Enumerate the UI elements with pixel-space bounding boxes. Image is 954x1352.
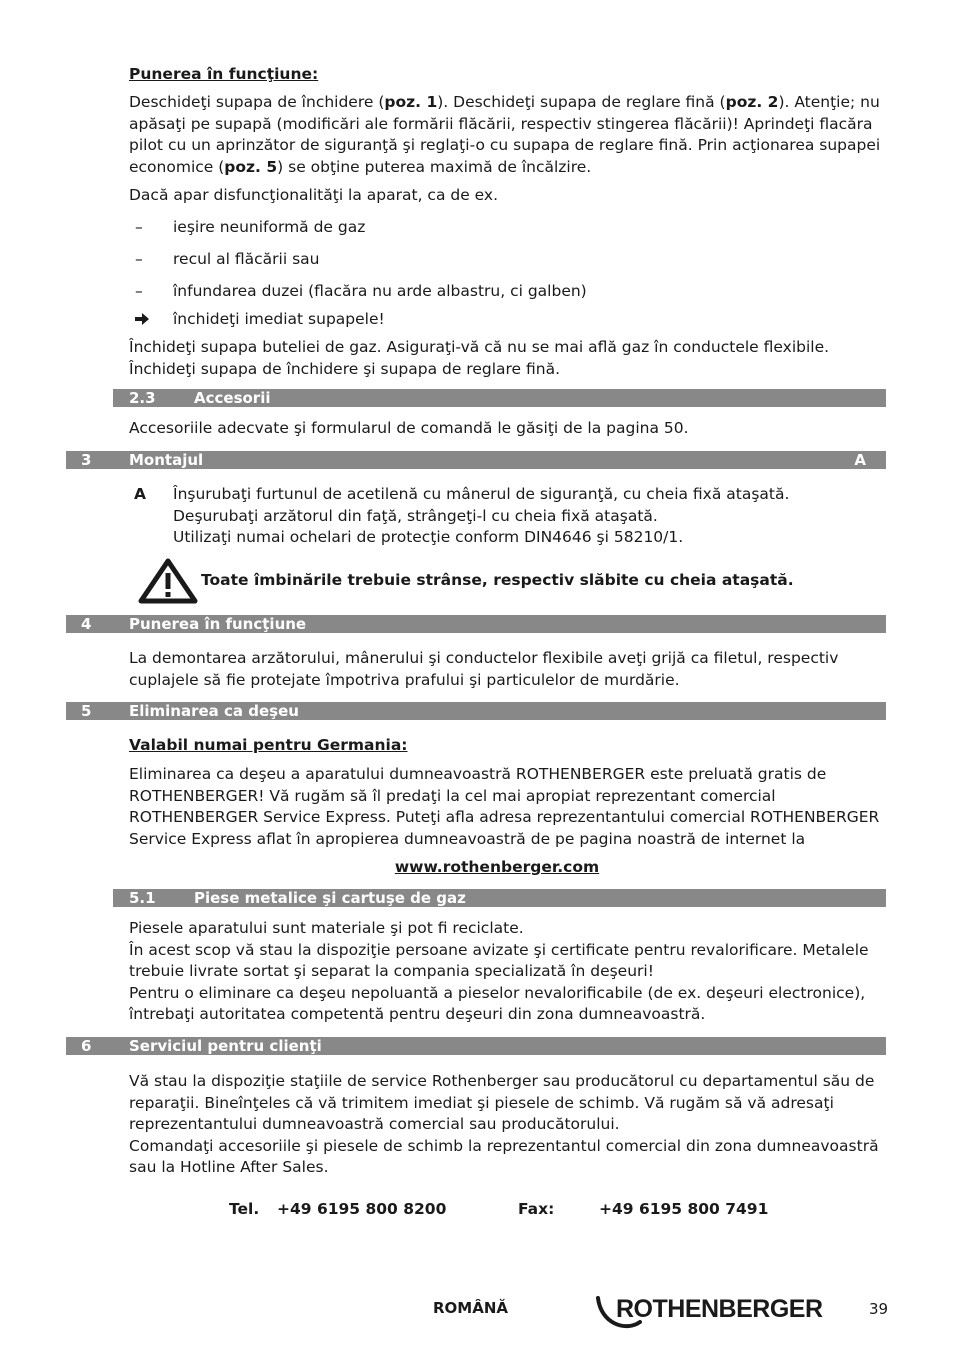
text-run: Deschideţi supapa de închidere (: [129, 93, 385, 111]
section-bar-2-3: [113, 389, 886, 407]
position-ref: poz. 2: [725, 93, 779, 111]
website-link-row: [129, 857, 865, 879]
assembly-line: Înşurubaţi furtunul de acetilenă cu mânerul de siguranţă, cu cheia fixă ataşată.: [173, 485, 790, 503]
list-item: înfundarea duzei (flacăra nu arde albastru, ci galben): [173, 282, 587, 300]
position-ref: poz. 5: [224, 157, 278, 176]
dash-bullet: –: [135, 250, 143, 268]
recycling-line: În acest scop vă stau la dispoziţie persoane avizate şi certificate pentru revalorificare. Metalele trebuie livrate sortat şi separat la compania specializată în deşeuri!: [129, 940, 869, 980]
arrow-instruction: închideţi imediat supapele!: [173, 310, 385, 328]
paragraph-close-valves: Închideţi supapa buteliei de gaz. Asiguraţi-vă că nu se mai află gaz în conductele flexibile. Închideţi supapa de închidere şi supapa de reglare fină.: [129, 338, 830, 378]
section-title: Montajul: [129, 451, 204, 469]
brand-logo: [596, 1294, 844, 1332]
section-title: Serviciul pentru clienţi: [129, 1037, 322, 1055]
section-bar-5-1: [113, 889, 886, 907]
text-run: ). Atenţie; nu apăsaţi pe supapă (modificări ale formării flăcării, respectiv stingerea flăcării)! Aprindeţi flacăra pilot cu un aprinzător de siguranţă şi reglaţi-o cu supapa de reglare fină. Prin acţionarea supapei economice (: [129, 93, 881, 176]
section-bar-6: [66, 1037, 886, 1055]
recycling-line: Piesele aparatului sunt materiale şi pot fi reciclate.: [129, 919, 524, 937]
fax-number: +49 6195 800 7491: [599, 1200, 769, 1218]
arrow-right-icon: [134, 311, 150, 327]
website-link[interactable]: www.rothenberger.com: [394, 858, 600, 876]
fax-label: Fax:: [518, 1200, 555, 1218]
section-bar-3: [66, 451, 886, 469]
paragraph-accessories: Accesoriile adecvate şi formularul de comandă le găsiţi de la pagina 50.: [129, 419, 689, 437]
footer-language: ROMÂNĂ: [433, 1299, 508, 1317]
section-number: 4: [81, 615, 92, 633]
dash-bullet: –: [135, 218, 143, 236]
position-ref: poz. 1: [384, 93, 438, 111]
assembly-line: Deşurubaţi arzătorul din faţă, strângeţi-l cu cheia fixă ataşată.: [173, 506, 658, 525]
section-figure-ref: A: [854, 451, 866, 469]
step-label: A: [134, 485, 146, 503]
section-number: 3: [81, 451, 92, 469]
section-bar-5: [66, 702, 886, 720]
section-number: 5: [81, 702, 92, 720]
page-number: 39: [869, 1300, 889, 1318]
paragraph-recycling: [129, 918, 889, 1026]
section-title: Punerea în funcţiune: [129, 615, 307, 633]
list-item: ieşire neuniformă de gaz: [173, 218, 366, 236]
text-run: ). Deschideţi supapa de reglare fină (: [437, 93, 726, 111]
paragraph-malfunctions: Dacă apar disfuncţionalităţi la aparat, ca de ex.: [129, 186, 499, 204]
dash-bullet: –: [135, 282, 143, 300]
warning-text: Toate îmbinările trebuie strânse, respectiv slăbite cu cheia ataşată.: [201, 571, 794, 589]
section-number: 5.1: [129, 889, 156, 907]
tel-label: Tel.: [229, 1200, 260, 1218]
section-title: Eliminarea ca deşeu: [129, 702, 299, 720]
paragraph-service: [129, 1071, 889, 1179]
section-heading-punerea: Punerea în funcţiune:: [129, 65, 319, 83]
subheading-germany: Valabil numai pentru Germania:: [129, 736, 408, 754]
service-text: Comandaţi accesoriile şi piesele de schimb la reprezentantul comercial din zona dumneavoastră sau la Hotline After Sales.: [129, 1136, 879, 1176]
assembly-steps: [173, 484, 889, 549]
paragraph-disposal: Eliminarea ca deşeu a aparatului dumneavoastră ROTHENBERGER este preluată gratis de ROTHENBERGER! Vă rugăm să îl predaţi la cel mai apropiat reprezentant comercial ROTHENBERGER Service Express. Puteţi afla adresa reprezentantului comercial ROTHENBERGER Service Express aflat în apropierea dumneavoastră de pe pagina noastră de internet la: [129, 765, 880, 848]
tel-number: +49 6195 800 8200: [277, 1200, 447, 1218]
section-bar-4: [66, 615, 886, 633]
section-number: 2.3: [129, 389, 156, 407]
text-run: ) se obţine puterea maximă de încălzire.: [277, 157, 592, 176]
warning-icon: [138, 558, 198, 604]
recycling-line: Pentru o eliminare ca deşeu nepoluantă a pieselor nevalorificabile (de ex. deşeuri electronice), întrebaţi autoritatea competentă pentru deşeuri din zona dumneavoastră.: [129, 983, 866, 1023]
assembly-line: Utilizaţi numai ochelari de protecţie conform DIN4646 şi 58210/1.: [173, 528, 684, 546]
paragraph-instructions: [129, 92, 889, 178]
section-title: Piese metalice şi cartuşe de gaz: [194, 889, 466, 907]
paragraph-dismantling: La demontarea arzătorului, mânerului şi conductelor flexibile aveţi grijă ca filetul, respectiv cuplajele să fie protejate împotriva prafului şi particulelor de murdărie.: [129, 649, 839, 689]
service-text: Vă stau la dispoziţie staţiile de service Rothenberger sau producătorul cu departamentul său de reparaţii. Bineînţeles că vă trimitem imediat şi piesele de schimb. Vă rugăm să vă adresaţi reprezentantului dumneavoastră comercial sau producătorului.: [129, 1072, 875, 1133]
section-title: Accesorii: [194, 389, 271, 407]
brand-name: ROTHENBERGER: [616, 1295, 823, 1323]
section-number: 6: [81, 1037, 92, 1055]
list-item: recul al flăcării sau: [173, 250, 320, 268]
